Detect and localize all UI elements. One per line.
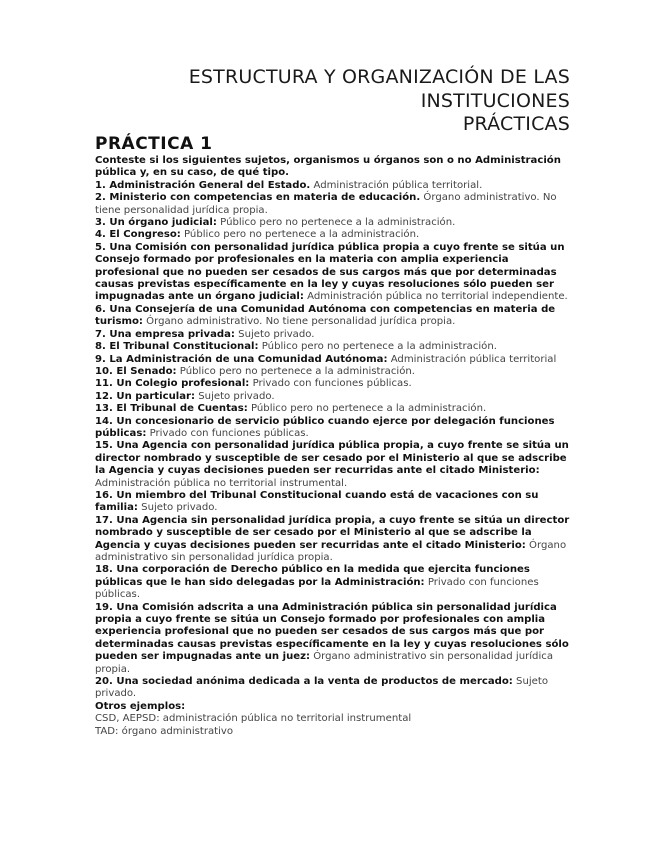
question-text: 15. Una Agencia con personalidad jurídica pública propia, a cuyo frente se sitúa un director nombrado y susceptible de ser cesado por el Ministerio al que se adscribe la Agencia y cuyas decisiones pueden ser recurridas ante el citado Ministerio: — [95, 440, 569, 477]
question-text: 12. Un particular: — [95, 390, 196, 402]
question-text: 13. El Tribunal de Cuentas: — [95, 403, 248, 415]
question-item — [95, 341, 571, 353]
question-item — [95, 217, 571, 229]
question-item — [95, 416, 571, 441]
question-item — [95, 229, 571, 241]
question-item — [95, 304, 571, 329]
question-item — [95, 564, 571, 601]
practice-heading: PRÁCTICA 1 — [95, 134, 213, 154]
other-example: TAD: órgano administrativo — [95, 725, 234, 737]
question-item — [95, 180, 571, 192]
question-item — [95, 676, 571, 701]
question-text: 17. Una Agencia sin personalidad jurídica propia, a cuyo frente se sitúa un director nombrado y susceptible de ser cesado por el Ministerio al que se adscribe la Agencia y cuyas decisiones pueden ser recurridas ante el citado Ministerio: — [95, 514, 570, 551]
question-text: 7. Una empresa privada: — [95, 328, 235, 340]
question-text: 1. Administración General del Estado. — [95, 179, 311, 191]
answer-text: Sujeto privado. — [141, 502, 218, 514]
title-line-1: ESTRUCTURA Y ORGANIZACIÓN DE LAS — [188, 66, 570, 88]
question-item — [95, 602, 571, 676]
question-text: 18. Una corporación de Derecho público en la medida que ejercita funciones públicas que le han sido delegadas por la Administración: — [95, 564, 530, 588]
question-item — [95, 242, 571, 304]
question-item — [95, 515, 571, 565]
question-text: 20. Una sociedad anónima dedicada a la venta de productos de mercado: — [95, 676, 513, 688]
answer-text: Órgano administrativo sin personalidad jurídica propia. — [95, 651, 554, 675]
answer-text: Sujeto privado. — [95, 676, 548, 700]
title-line-3: PRÁCTICAS — [462, 113, 570, 135]
question-text: 9. La Administración de una Comunidad Autónoma: — [95, 353, 388, 365]
answer-text: Público pero no pertenece a la administración. — [250, 403, 487, 415]
answer-text: Público pero no pertenece a la administración. — [179, 365, 415, 377]
question-text: 11. Un Colegio profesional: — [95, 378, 250, 390]
answer-text: Administración pública territorial — [390, 353, 557, 365]
question-item — [95, 378, 571, 390]
question-text: 10. El Senado: — [95, 365, 177, 377]
others-heading: Otros ejemplos: — [95, 700, 186, 712]
other-example: CSD, AEPSD: administración pública no territorial instrumental — [95, 713, 412, 725]
question-text: 6. Una Consejería de una Comunidad Autónoma con competencias en materia de turismo: — [95, 303, 556, 328]
question-item — [95, 391, 571, 403]
answer-text: Administración pública territorial. — [313, 179, 483, 191]
title-line-2: INSTITUCIONES — [420, 89, 570, 112]
question-item — [95, 403, 571, 415]
answer-text: Órgano administrativo. No tiene personalidad jurídica propia. — [95, 192, 557, 216]
answer-text: Privado con funciones públicas. — [252, 378, 412, 390]
question-text: 16. Un miembro del Tribunal Constitucional cuando está de vacaciones con su familia: — [95, 489, 539, 514]
answer-text: Órgano administrativo. No tiene personalidad jurídica propia. — [146, 316, 456, 328]
answer-text: Privado con funciones públicas. — [149, 427, 309, 439]
question-text: 14. Un concesionario de servicio público cuando ejerce por delegación funciones públicas: — [95, 415, 555, 439]
question-item — [95, 329, 571, 341]
question-text: 5. Una Comisión con personalidad jurídica pública propia a cuyo frente se sitúa un Consejo formado por profesionales en la materia con amplia experiencia profesional que no pueden ser cesados de sus cargos más que por determinadas causas previstas específicamente en la ley y cuyas resoluciones sólo pueden ser impugnadas ante un órgano judicial: — [95, 241, 565, 303]
question-item — [95, 490, 571, 515]
question-text: 2. Ministerio con competencias en materia de educación. — [95, 192, 421, 204]
answer-text: Público pero no pertenece a la administración. — [220, 217, 456, 229]
instruction: Conteste si los siguientes sujetos, organismos u órganos son o no Administración pública y, en su caso, de qué tipo. — [95, 155, 561, 179]
question-text: 4. El Congreso: — [95, 229, 181, 241]
document-title — [100, 66, 570, 137]
question-text: 3. Un órgano judicial: — [95, 217, 217, 229]
answer-text: Sujeto privado. — [198, 390, 275, 402]
question-item — [95, 192, 571, 217]
question-text: 19. Una Comisión adscrita a una Administración pública sin personalidad jurídica propia a cuyo frente se sitúa un Consejo formado por profesionales con amplia experiencia profesional que no pueden ser cesados de sus cargos más que por determinadas causas previstas específicamente en la ley y cuyas resoluciones sólo pueden ser impugnadas ante un juez: — [95, 601, 569, 663]
answer-text: Privado con funciones públicas. — [95, 576, 539, 601]
answer-text: Sujeto privado. — [238, 328, 315, 340]
answer-text: Administración pública no territorial independiente. — [307, 291, 568, 303]
answer-text: Público pero no pertenece a la administración. — [184, 229, 420, 241]
question-item — [95, 366, 571, 378]
answer-text: Público pero no pertenece a la administración. — [261, 341, 497, 353]
question-text: 8. El Tribunal Constitucional: — [95, 341, 259, 353]
answer-text: Órgano administrativo sin personalidad jurídica propia. — [95, 539, 567, 563]
question-item — [95, 440, 571, 490]
question-item — [95, 354, 571, 366]
answer-text: Administración pública no territorial instrumental. — [95, 477, 348, 489]
practice-content — [95, 155, 571, 738]
